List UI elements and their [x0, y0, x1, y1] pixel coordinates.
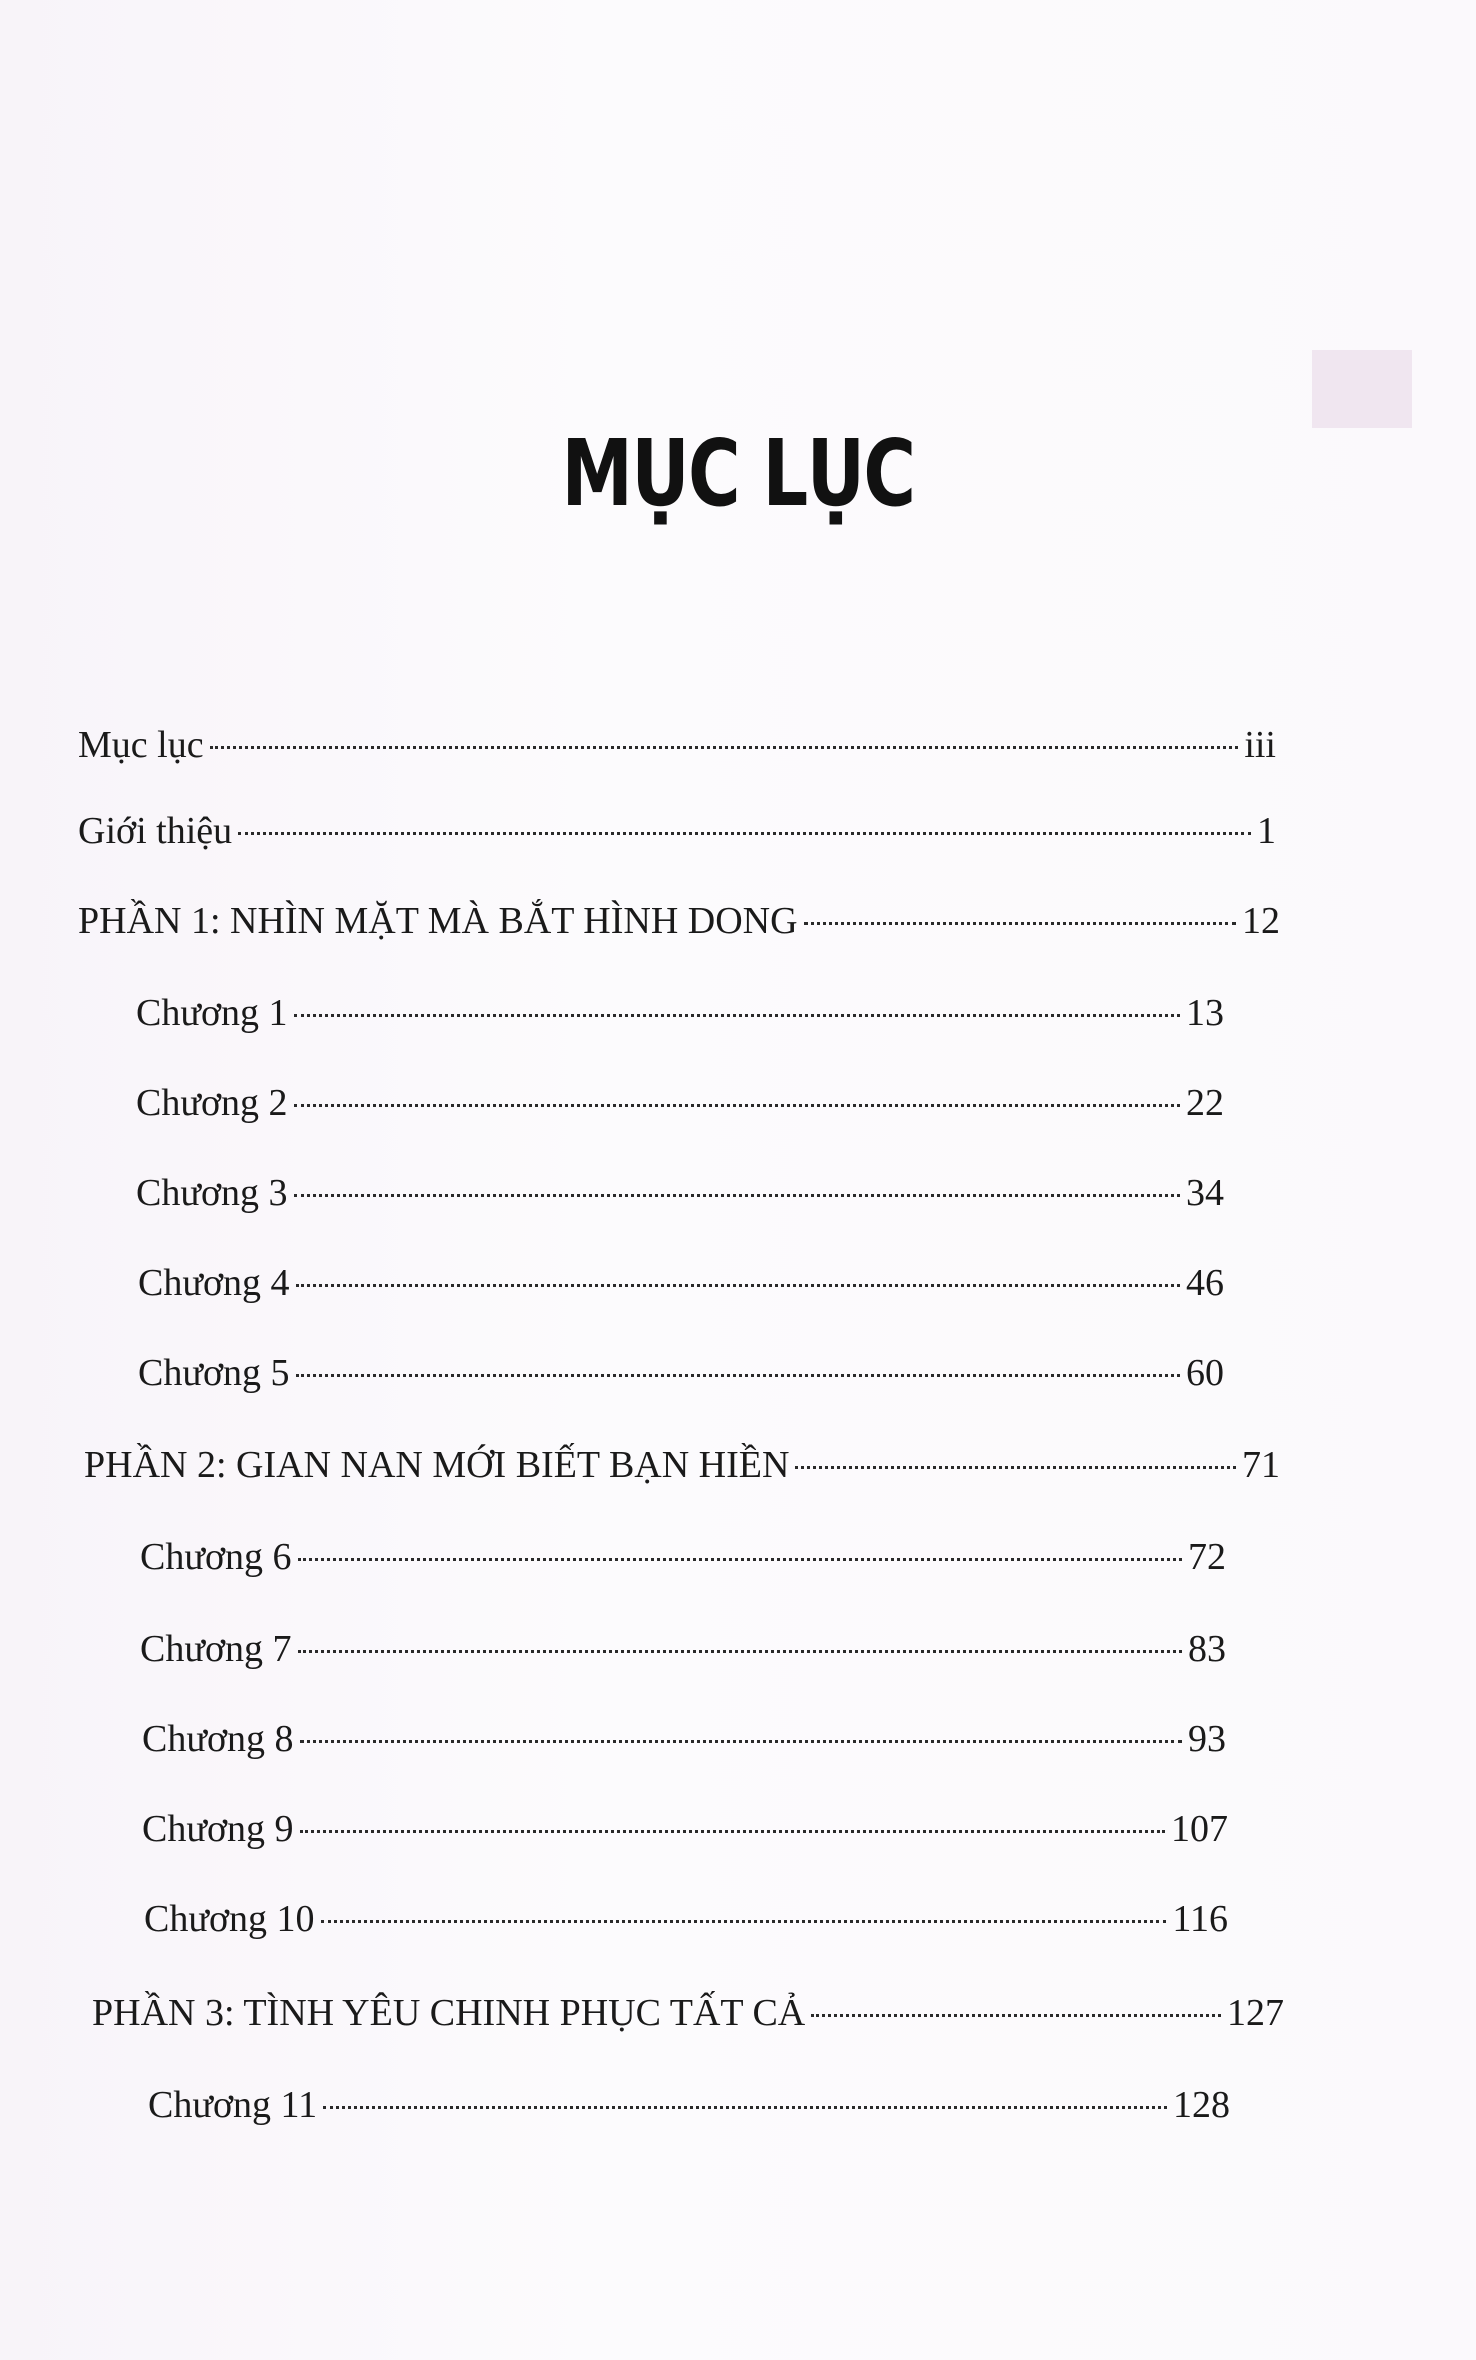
toc-entry-label: PHẦN 1: NHÌN MẶT MÀ BẮT HÌNH DONG: [78, 900, 798, 942]
toc-entry-page: 116: [1172, 1898, 1228, 1940]
toc-entry-page: 128: [1173, 2084, 1230, 2126]
toc-entry-label: Giới thiệu: [78, 810, 233, 852]
toc-entry-label: Chương 2: [136, 1082, 288, 1124]
toc-entry-label: Chương 10: [144, 1898, 315, 1940]
toc-entry-label: Chương 1: [136, 992, 288, 1034]
toc-entry-label: Chương 8: [142, 1718, 294, 1760]
toc-entry-chuong-10[interactable]: [144, 1896, 1228, 1942]
toc-entry-chuong-4[interactable]: [138, 1260, 1224, 1306]
dot-leader: [795, 1466, 1236, 1469]
toc-entry-page: 93: [1188, 1718, 1226, 1760]
toc-entry-phan-2[interactable]: [84, 1442, 1280, 1488]
toc-entry-page: 71: [1242, 1444, 1280, 1486]
toc-entry-label: Mục lục: [78, 724, 204, 766]
toc-entry-page: 83: [1188, 1628, 1226, 1670]
toc-entry-page: 107: [1171, 1808, 1228, 1850]
toc-entry-gioi-thieu[interactable]: [78, 808, 1276, 854]
toc-entry-chuong-2[interactable]: [136, 1080, 1224, 1126]
toc-entry-page: 22: [1186, 1082, 1224, 1124]
toc-entry-chuong-8[interactable]: [142, 1716, 1226, 1762]
toc-entry-label: Chương 4: [138, 1262, 290, 1304]
dot-leader: [294, 1014, 1180, 1017]
toc-entry-page: 1: [1257, 810, 1276, 852]
toc-entry-page: iii: [1244, 724, 1276, 766]
dot-leader: [238, 832, 1251, 835]
dot-leader: [811, 2014, 1221, 2017]
toc-entry-chuong-7[interactable]: [140, 1626, 1226, 1672]
toc-entry-phan-1[interactable]: [78, 898, 1280, 944]
page-title: MỤC LỤC: [561, 420, 915, 527]
toc-entry-page: 34: [1186, 1172, 1224, 1214]
toc-entry-chuong-3[interactable]: [136, 1170, 1224, 1216]
toc-entry-phan-3[interactable]: [92, 1990, 1284, 2036]
dot-leader: [296, 1284, 1180, 1287]
toc-entry-page: 46: [1186, 1262, 1224, 1304]
dot-leader: [294, 1194, 1180, 1197]
toc-entry-muc-luc[interactable]: [78, 722, 1276, 768]
toc-entry-label: Chương 3: [136, 1172, 288, 1214]
toc-entry-page: 72: [1188, 1536, 1226, 1578]
dot-leader: [210, 746, 1239, 749]
toc-entry-chuong-9[interactable]: [142, 1806, 1228, 1852]
dot-leader: [321, 1920, 1167, 1923]
toc-entry-label: Chương 6: [140, 1536, 292, 1578]
dot-leader: [804, 922, 1236, 925]
toc-entry-label: PHẦN 3: TÌNH YÊU CHINH PHỤC TẤT CẢ: [92, 1992, 806, 2034]
toc-entry-chuong-6[interactable]: [140, 1534, 1226, 1580]
toc-entry-page: 60: [1186, 1352, 1224, 1394]
toc-entry-label: Chương 9: [142, 1808, 294, 1850]
toc-entry-label: PHẦN 2: GIAN NAN MỚI BIẾT BẠN HIỀN: [84, 1444, 790, 1486]
toc-entry-label: Chương 7: [140, 1628, 292, 1670]
dot-leader: [298, 1650, 1182, 1653]
dot-leader: [300, 1830, 1165, 1833]
toc-entry-label: Chương 11: [148, 2084, 318, 2126]
toc-entry-page: 13: [1186, 992, 1224, 1034]
dot-leader: [294, 1104, 1180, 1107]
toc-entry-chuong-11[interactable]: [148, 2082, 1230, 2128]
toc-entry-chuong-5[interactable]: [138, 1350, 1224, 1396]
toc-entry-page: 12: [1242, 900, 1280, 942]
dot-leader: [296, 1374, 1180, 1377]
toc-entry-chuong-1[interactable]: [136, 990, 1224, 1036]
toc-entry-label: Chương 5: [138, 1352, 290, 1394]
dot-leader: [298, 1558, 1182, 1561]
dot-leader: [323, 2106, 1167, 2109]
dot-leader: [300, 1740, 1182, 1743]
toc-entry-page: 127: [1227, 1992, 1284, 2034]
